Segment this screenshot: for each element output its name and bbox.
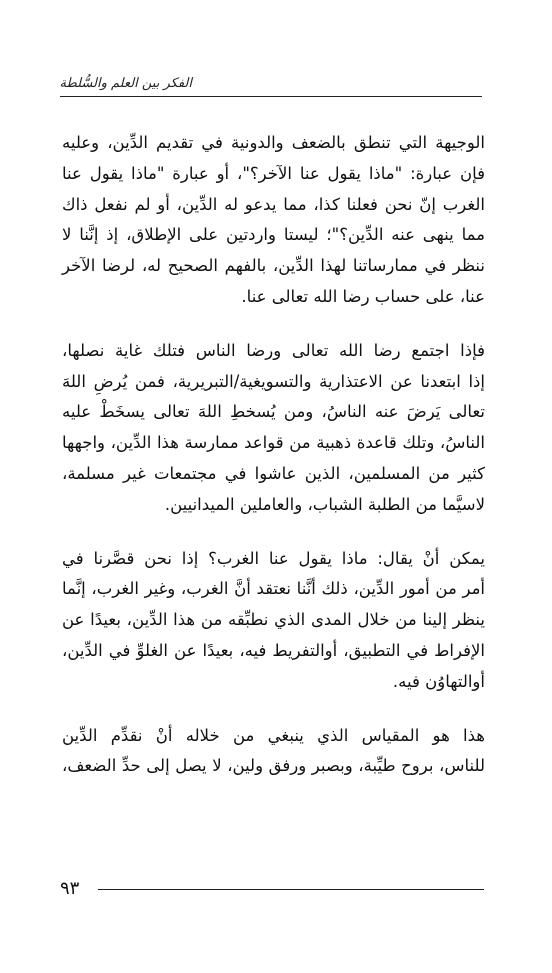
text-line: هذا هو المقياس الذي ينبغي من خلاله أنْ نقدِّم الدِّين <box>62 725 485 745</box>
running-head: الفكر بين العلم والسُّلطة <box>59 76 192 91</box>
footer-rule <box>98 889 484 890</box>
text-line: للناس، بروح طيِّبة، وبصبر ورفق ولين، لا يصل إلى حدِّ الضعف، <box>62 756 485 776</box>
text-line: الوجيهة التي تنطق بالضعف والدونية في تقديم الدِّين، وعليه <box>62 133 485 152</box>
text-line: الإفراط في التطبيق، أوالتفريط فيه، بعيدًا عن الغلوِّ في الدِّين، <box>62 640 485 660</box>
header-rule <box>60 96 482 97</box>
text-line: كثير من المسلمين، الذين عاشوا في مجتمعات غير مسلمة، <box>62 463 485 483</box>
page-number: ٩٣ <box>60 878 80 899</box>
text-line: يمكن أنْ يقال: ماذا يقول عنا الغرب؟ إذا نحن قصَّرنا في <box>62 548 485 568</box>
paragraph <box>62 544 485 698</box>
text-line: عنا، على حساب رضا الله تعالى عنا. <box>241 286 485 306</box>
text-line: مما ينهى عنه الدِّين؟"؛ ليستا واردتين على الإطلاق، إذ إنَّنا لا <box>62 225 485 245</box>
text-line: الغرب إنّ نحن فعلنا كذا، مما يدعو له الدِّين، أو لم نفعل ذاك <box>62 194 485 214</box>
paragraph <box>62 721 485 783</box>
page-body <box>62 128 485 805</box>
text-line: إذا ابتعدنا عن الاعتذارية والتسويغية/التبريرية، فمن يُرضِ اللهَ <box>62 371 485 391</box>
text-line: فإن عبارة: "ماذا يقول عنا الآخر؟"، أو عبارة "ماذا يقول عنا <box>62 163 485 183</box>
text-line: أوالتهاوُن فيه. <box>392 671 485 691</box>
paragraph <box>62 128 485 313</box>
text-line: أمر من أمور الدِّين، ذلك أنَّنا نعتقد أنَّ الغرب، وغير الغرب، إنَّما <box>62 579 485 599</box>
text-line: ينظر إلينا من خلال المدى الذي نطبِّقه من هذا الدِّين، بعيدًا عن <box>62 610 485 630</box>
text-line: الناسُ، وتلك قاعدة ذهبية من قواعد ممارسة هذا الدِّين، واجهها <box>62 433 485 453</box>
text-line: فإذا اجتمع رضا الله تعالى ورضا الناس فتلك غاية نصلها، <box>62 340 485 360</box>
text-line: ننظر في ممارساتنا لهذا الدِّين، بالفهم الصحيح له، لرضا الآخر <box>62 256 485 276</box>
paragraph <box>62 336 485 521</box>
text-line: لاسيَّما من الطلبة الشباب، والعاملين الميدانيين. <box>164 494 485 514</box>
text-line: تعالى يَرضَ عنه الناسُ، ومن يُسخطِ اللهَ تعالى يسخَطْ عليه <box>62 402 485 422</box>
